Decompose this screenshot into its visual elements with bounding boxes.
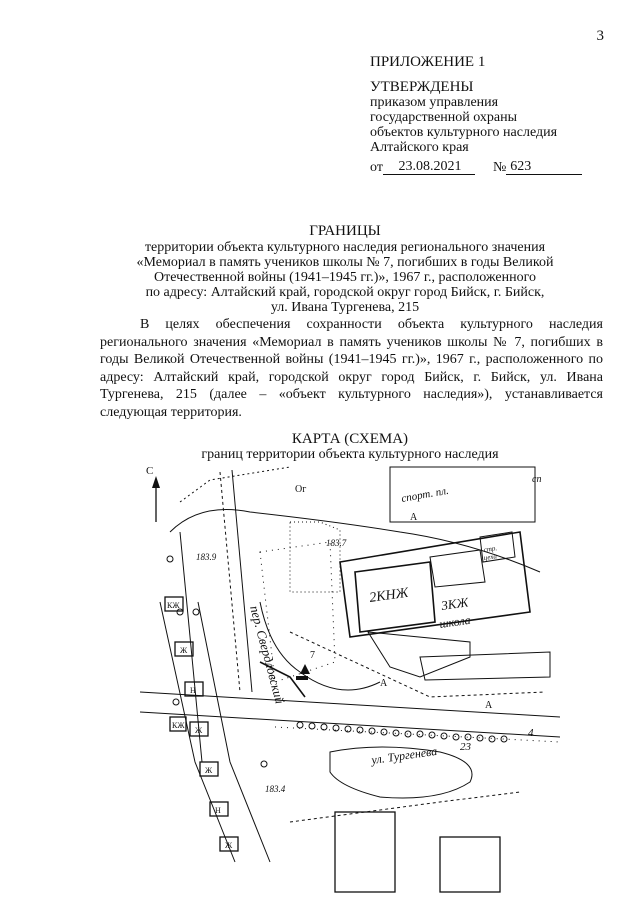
map-caption	[100, 432, 600, 462]
label-kzh8: КЖ	[172, 721, 185, 730]
number-label: №	[492, 160, 507, 175]
label-turg-4: 4	[528, 727, 534, 739]
boundary-lines	[140, 467, 560, 862]
label-sverdlovsky: пер. Свердловский	[247, 603, 288, 706]
side-buildings	[165, 597, 500, 892]
label-sport: спорт. пл.	[400, 484, 450, 505]
elev-1834: 183.4	[265, 784, 286, 794]
order-date: 23.08.2021	[383, 159, 475, 175]
road-markers	[167, 556, 507, 767]
order-number: 623	[506, 159, 582, 175]
title-line: ул. Ивана Тургенева, 215	[270, 300, 420, 315]
document-title	[100, 224, 590, 315]
label-kzh1: КЖ	[167, 601, 180, 610]
label-turgeneva: ул. Тургенева	[370, 743, 438, 767]
label-seven: 7	[310, 650, 315, 661]
appendix-label: ПРИЛОЖЕНИЕ 1	[370, 54, 486, 70]
title-heading: ГРАНИЦЫ	[309, 223, 381, 239]
approval-line: объектов культурного наследия	[370, 125, 558, 140]
label-cn: сп	[532, 474, 542, 485]
map-drawing	[140, 462, 560, 897]
approval-line: Алтайского края	[370, 140, 469, 155]
north-arrow-icon	[146, 465, 160, 522]
label-kzh5: Ж	[205, 766, 213, 775]
label-school: школа	[438, 612, 472, 631]
label-2knzh: 2КНЖ	[368, 585, 410, 606]
label-a-road2: А	[380, 678, 388, 689]
elev-1837: 183.7	[326, 538, 347, 548]
north-label: С	[146, 465, 154, 477]
order-date-number	[370, 159, 605, 175]
map-heading: КАРТА (СХЕМА)	[291, 431, 409, 447]
label-str-3: цеха	[483, 552, 498, 562]
label-a-road: А	[485, 700, 493, 711]
site-map	[140, 462, 560, 897]
label-kzh4: Ж	[195, 726, 203, 735]
title-line: Отечественной войны (1941–1945 гг.)», 1967 г., расположенного	[154, 270, 536, 285]
approval-line: государственной охраны	[370, 110, 518, 125]
body-paragraph: В целях обеспечения сохранности объекта культурного наследия регионального значения «Мемориал в память учеников школы № 7, погибших в годы Великой Отечественной войны (1941–1945 гг.)», 1967 г., расположенного по адресу: Алтайский край, городской округ город Бийск, г. Бийск, ул. Ивана Тургенева, 215 (далее – «объект культурного наследия»), устанавливается следующая территория.	[100, 317, 603, 420]
map-labels	[167, 474, 541, 850]
title-line: «Мемориал в память учеников школы № 7, погибших в годы Великой	[136, 255, 554, 270]
label-turg-23: 23	[460, 741, 471, 753]
label-str-2: стр.	[483, 544, 498, 554]
label-sport-a: А	[410, 512, 418, 523]
from-label: от	[370, 160, 383, 175]
approval-line: приказом управления	[370, 95, 499, 110]
label-kzh7: Ж	[225, 841, 233, 850]
title-line: по адресу: Алтайский край, городской округ город Бийск, г. Бийск,	[145, 285, 545, 300]
map-subtitle: границ территории объекта культурного наследия	[201, 447, 499, 462]
label-kzh2: Ж	[180, 646, 188, 655]
label-kzh3: Н	[190, 686, 196, 695]
label-3knzh: 3КЖ	[440, 594, 470, 613]
approved-label: УТВЕРЖДЕНЫ	[370, 79, 474, 95]
memorial-icon	[296, 664, 310, 680]
elev-1839: 183.9	[196, 552, 217, 562]
page-number: 3	[596, 28, 604, 44]
label-kzh6: Н	[215, 806, 221, 815]
title-line: территории объекта культурного наследия регионального значения	[144, 240, 546, 255]
label-og: Ог	[295, 484, 307, 495]
school-buildings	[340, 467, 550, 680]
approval-block	[370, 55, 605, 175]
